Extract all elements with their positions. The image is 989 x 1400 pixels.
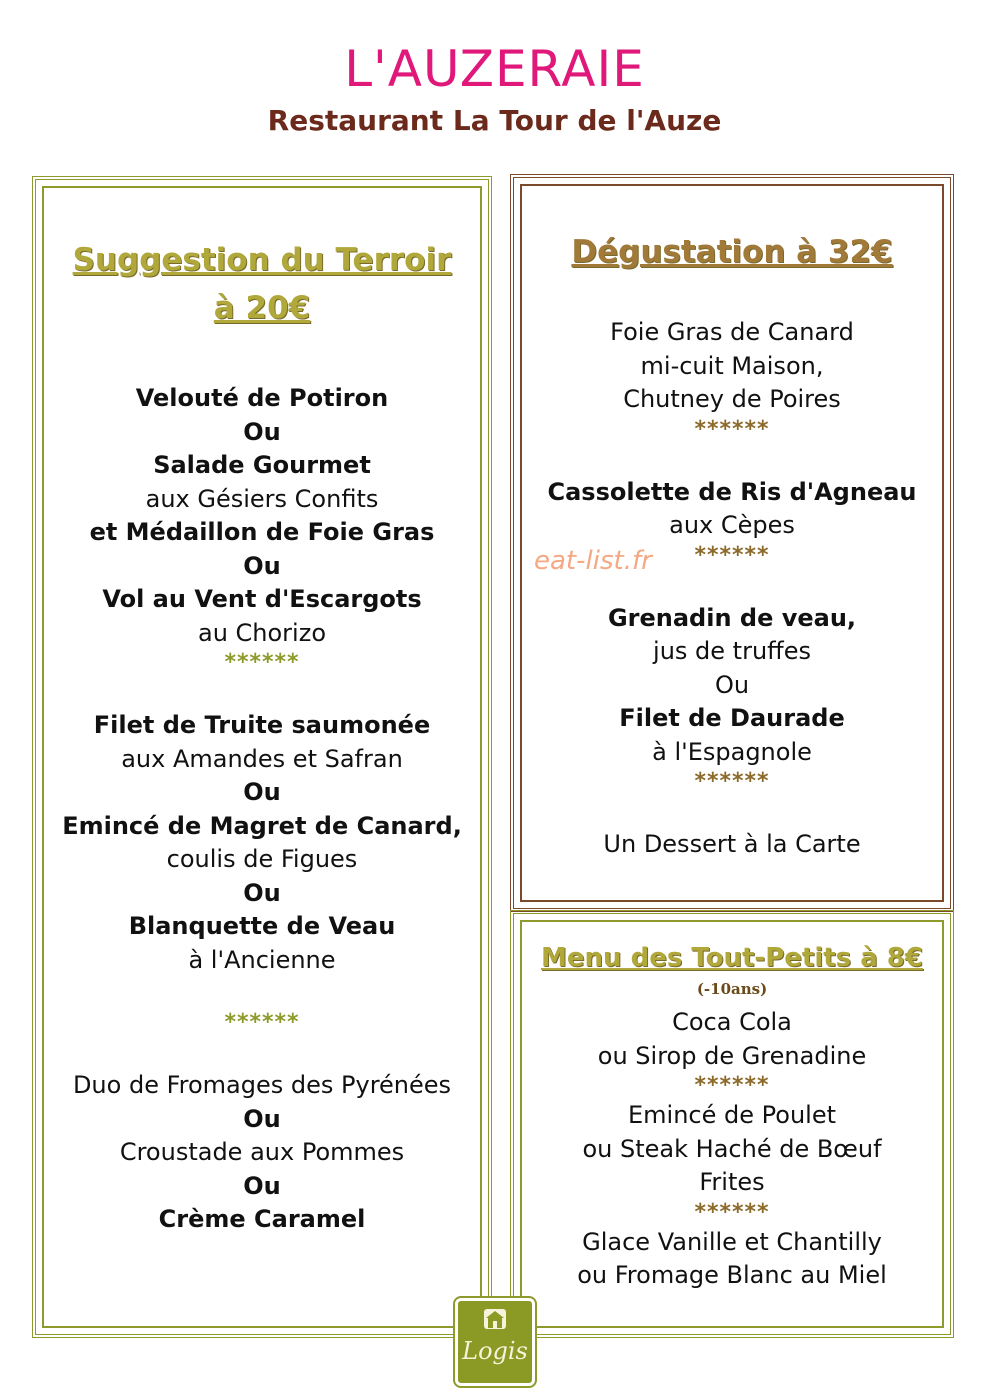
dish-line: jus de truffes — [653, 637, 811, 665]
course-separator: ****** — [224, 650, 300, 675]
dish-line: Salade Gourmet — [153, 451, 371, 479]
dish-line: et Médaillon de Foie Gras — [89, 518, 435, 546]
dish-line: Ou — [243, 1171, 281, 1200]
dish-line: Coca Cola — [672, 1008, 792, 1036]
dish-line: Ou — [243, 417, 281, 446]
degustation-dish-list — [520, 316, 944, 862]
terroir-menu-column — [44, 236, 480, 1237]
logis-house-icon — [484, 1309, 506, 1329]
dish-line: mi-cuit Maison, — [640, 351, 824, 380]
kids-dish-list — [520, 1006, 944, 1293]
spacer — [44, 977, 480, 1010]
dish-line: coulis de Figues — [166, 845, 358, 873]
spacer — [520, 443, 944, 476]
course-separator: ****** — [224, 1010, 300, 1035]
dish-line: Vol au Vent d'Escargots — [102, 585, 422, 613]
dish-line: Frites — [699, 1168, 765, 1196]
terroir-heading-line2: à 20€ — [213, 290, 311, 326]
dish-line: ou Sirop de Grenadine — [597, 1041, 867, 1070]
dish-line: Velouté de Potiron — [135, 384, 389, 412]
dish-line: Emincé de Magret de Canard, — [62, 811, 462, 840]
dish-line: Chutney de Poires — [623, 385, 841, 413]
degustation-heading: Dégustation à 32€ — [571, 234, 893, 270]
kids-age-note: (-10ans) — [696, 980, 768, 998]
dish-line: Ou — [243, 778, 281, 806]
course-separator: ****** — [694, 542, 770, 568]
dish-line: aux Cèpes — [669, 511, 795, 539]
dish-line: Un Dessert à la Carte — [603, 830, 861, 858]
dish-line: Grenadin de veau, — [607, 603, 857, 632]
degustation-menu-column — [520, 228, 944, 862]
dish-line: Ou — [243, 878, 281, 907]
course-separator: ****** — [694, 416, 770, 442]
terroir-heading-line1: Suggestion du Terroir — [72, 242, 452, 278]
spacer — [44, 676, 480, 709]
dish-line: Emincé de Poulet — [628, 1101, 836, 1129]
restaurant-title: L'AUZERAIE — [344, 40, 645, 98]
dish-line: Ou — [714, 670, 750, 699]
spacer — [520, 795, 944, 828]
logis-logo-text: Logis — [462, 1337, 528, 1365]
dish-line: Filet de Truite saumonée — [93, 711, 431, 739]
dish-line: Foie Gras de Canard — [610, 318, 854, 346]
dish-line: ou Steak Haché de Bœuf — [582, 1134, 882, 1163]
terroir-dish-list — [44, 382, 480, 1237]
dish-line: Filet de Daurade — [619, 704, 845, 732]
dish-line: Ou — [243, 1104, 281, 1133]
dish-line: ou Fromage Blanc au Miel — [577, 1261, 887, 1289]
dish-line: Croustade aux Pommes — [119, 1138, 405, 1166]
course-separator: ****** — [694, 769, 770, 794]
kids-heading: Menu des Tout-Petits à 8€ — [541, 943, 923, 973]
dish-line: Cassolette de Ris d'Agneau — [547, 477, 917, 506]
dish-line: Duo de Fromages des Pyrénées — [72, 1071, 452, 1099]
course-separator: ****** — [694, 1199, 770, 1225]
restaurant-subtitle: Restaurant La Tour de l'Auze — [267, 104, 722, 137]
spacer — [44, 1036, 480, 1069]
dish-line: Ou — [243, 551, 281, 580]
dish-line: à l'Espagnole — [652, 737, 812, 766]
kids-menu-column — [520, 938, 944, 1293]
dish-line: Blanquette de Veau — [128, 912, 396, 940]
dish-line: au Chorizo — [197, 618, 326, 647]
dish-line: aux Amandes et Safran — [121, 744, 403, 773]
logis-logo — [455, 1298, 535, 1386]
dish-line: à l'Ancienne — [188, 945, 336, 974]
dish-line: aux Gésiers Confits — [145, 484, 379, 513]
course-separator: ****** — [694, 1073, 770, 1098]
dish-line: Glace Vanille et Chantilly — [582, 1227, 882, 1256]
watermark: eat-list.fr — [534, 546, 652, 576]
dish-line: Crème Caramel — [158, 1205, 366, 1233]
